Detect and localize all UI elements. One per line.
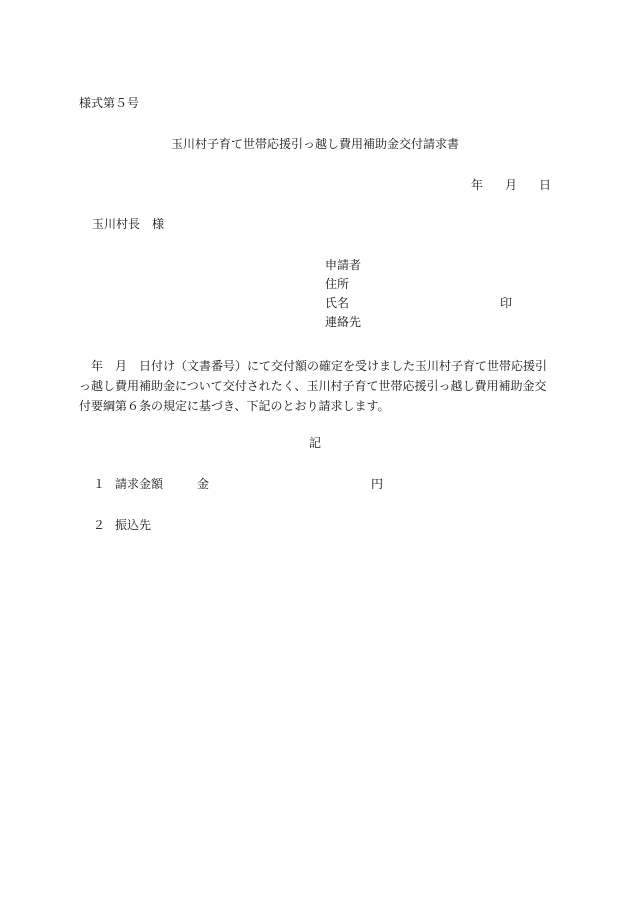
item-number: ２ xyxy=(93,518,106,532)
item-bank-transfer xyxy=(93,518,152,532)
item-request-amount xyxy=(93,477,384,491)
amount-suffix: 円 xyxy=(371,477,384,491)
form-number: 様式第５号 xyxy=(79,96,140,110)
addressee: 玉川村長 様 xyxy=(92,217,165,231)
item-number: １ xyxy=(93,477,106,491)
date-year-label: 年 xyxy=(471,178,484,192)
ki-heading: 記 xyxy=(308,436,321,450)
applicant-block xyxy=(325,258,513,335)
request-body-text: 年 月 日付け（文書番号）にて交付額の確定を受けました玉川村子育て世帯応援引っ越し費用補助金について交付されたく、玉川村子育て世帯応援引っ越し費用補助金交付要綱第６条の規定に基づき、下記のとおり請求します。 xyxy=(79,359,548,413)
address-label: 住所 xyxy=(325,277,350,291)
amount-prefix: 金 xyxy=(197,477,210,491)
date-month-label: 月 xyxy=(505,178,518,192)
contact-label: 連絡先 xyxy=(325,315,362,329)
seal-label: 印 xyxy=(500,296,513,310)
date-day-label: 日 xyxy=(539,178,552,192)
document-title: 玉川村子育て世帯応援引っ越し費用補助金交付請求書 xyxy=(170,137,459,151)
date-line xyxy=(471,179,551,191)
item-label: 請求金額 xyxy=(115,477,164,491)
name-label: 氏名 xyxy=(325,296,350,310)
name-row xyxy=(325,296,513,316)
applicant-heading: 申請者 xyxy=(325,258,362,272)
item-label: 振込先 xyxy=(115,518,152,532)
